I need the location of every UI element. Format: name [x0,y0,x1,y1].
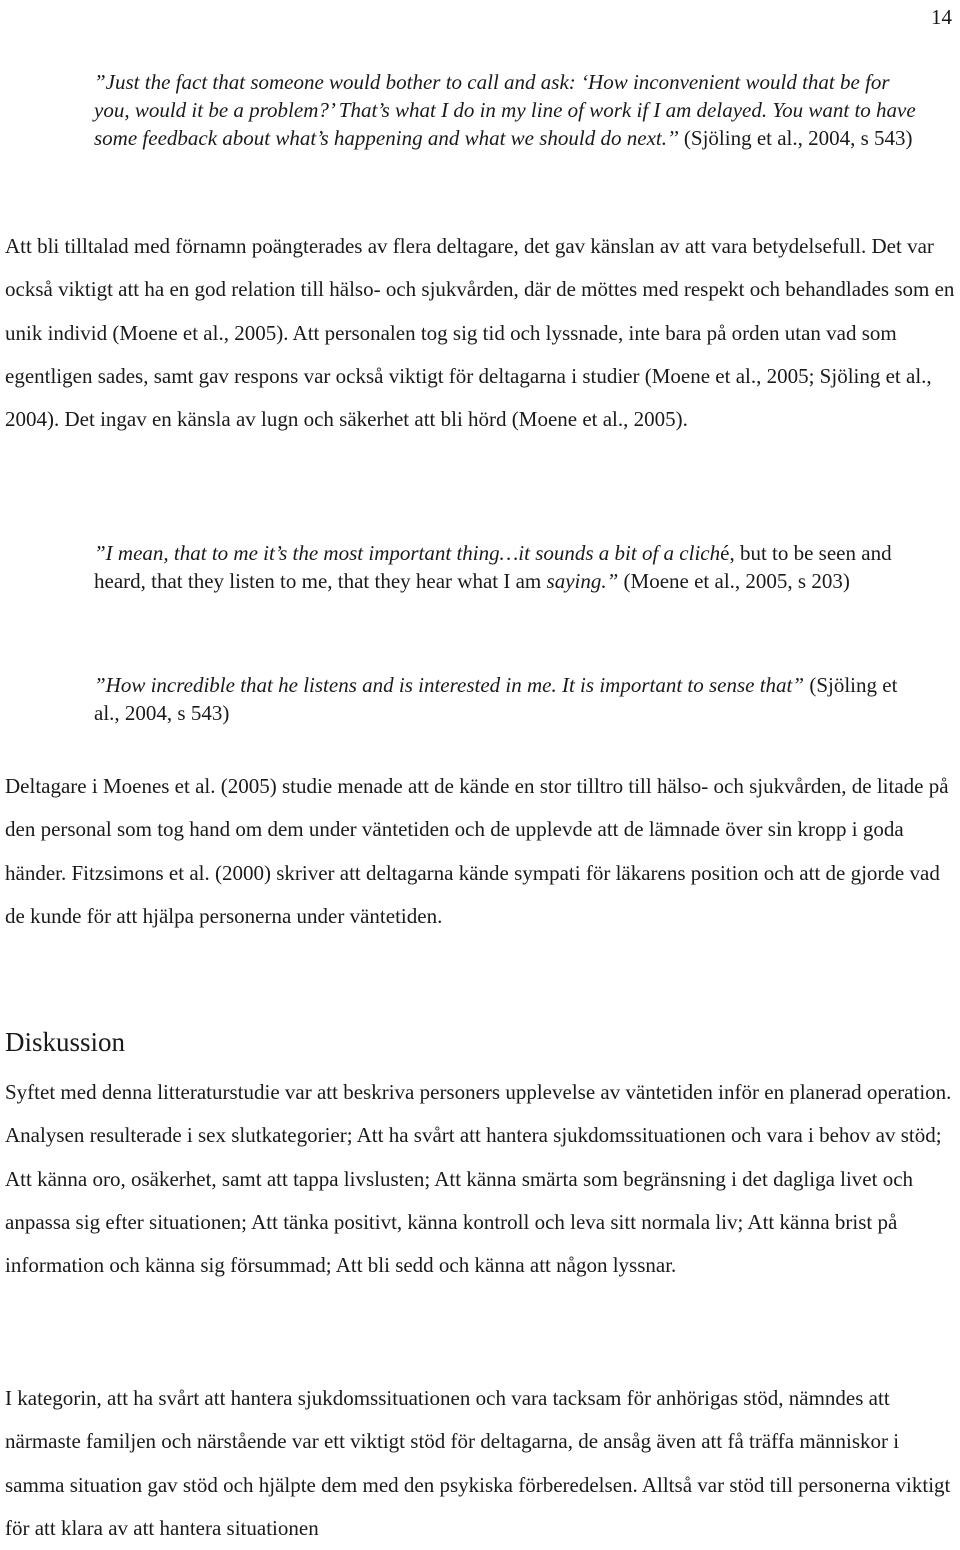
quote-citation: (Moene et al., 2005, s 203) [618,569,850,593]
quote-text-italic-1: ”I mean, that to me it’s the most important thing…it sounds a bit of a clich [94,541,721,565]
quote-text: ”Just the fact that someone would bother to call and ask: ‘How inconvenient would that be for you, would it be a problem?’ That’s what I do in my line of work if I am delayed. You want to have some feedback about what’s happening and what we should do next.’’ [94,70,916,150]
block-quote-sjoling-2 [94,671,924,727]
block-quote-sjoling-1 [94,68,924,152]
body-paragraph-4: I kategorin, att ha svårt att hantera sjukdomssituationen och vara tacksam för anhörigas stöd, nämndes att närmaste familjen och närstående var ett viktigt stöd för deltagarna, de ansåg även att få träffa människor i samma situation gav stöd och hjälpte dem med den psykiska förberedelsen. Alltså var stöd till personerna viktigt för att klara av att hantera situationen [5,1386,951,1540]
block-quote-moene [94,539,924,595]
quote-text-plain: é, but to be seen and heard, that they listen to me, that they hear what I am [94,541,892,593]
quote-text-italic-2: saying.” [546,569,619,593]
section-heading-diskussion: Diskussion [5,1027,126,1057]
quote-citation: (Sjöling et al., 2004, s 543) [94,673,898,725]
quote-citation: (Sjöling et al., 2004, s 543) [678,126,913,150]
body-paragraph-3: Syftet med denna litteraturstudie var att beskriva personers upplevelse av väntetiden inför en planerad operation. Analysen resulterade i sex slutkategorier; Att ha svårt att hantera sjukdomssituationen och vara i behov av stöd; Att känna oro, osäkerhet, samt att tappa livslusten; Att känna smärta som begränsning i det dagliga livet och anpassa sig efter situationen; Att tänka positivt, känna kontroll och leva sitt normala liv; Att känna brist på information och känna sig försummad; Att bli sedd och känna att någon lyssnar. [5,1080,952,1278]
body-paragraph-2: Deltagare i Moenes et al. (2005) studie menade att de kände en stor tilltro till hälso- och sjukvården, de litade på den personal som tog hand om dem under väntetiden och de upplevde att de lämnade över sin kropp i goda händer. Fitzsimons et al. (2000) skriver att deltagarna kände sympati för läkarens position och att de gjorde vad de kunde för att hjälpa personerna under väntetiden. [5,774,949,928]
page-number: 14 [931,5,952,29]
quote-text: ”How incredible that he listens and is interested in me. It is important to sense that” [94,673,805,697]
body-paragraph-1: Att bli tilltalad med förnamn poängterades av flera deltagare, det gav känslan av att vara betydelsefull. Det var också viktigt att ha en god relation till hälso- och sjukvården, där de möttes med respekt och behandlades som en unik individ (Moene et al., 2005). Att personalen tog sig tid och lyssnade, inte bara på orden utan vad som egentligen sades, samt gav respons var också viktigt för deltagarna i studier (Moene et al., 2005; Sjöling et al., 2004). Det ingav en känsla av lugn och säkerhet att bli hörd (Moene et al., 2005). [5,234,955,432]
